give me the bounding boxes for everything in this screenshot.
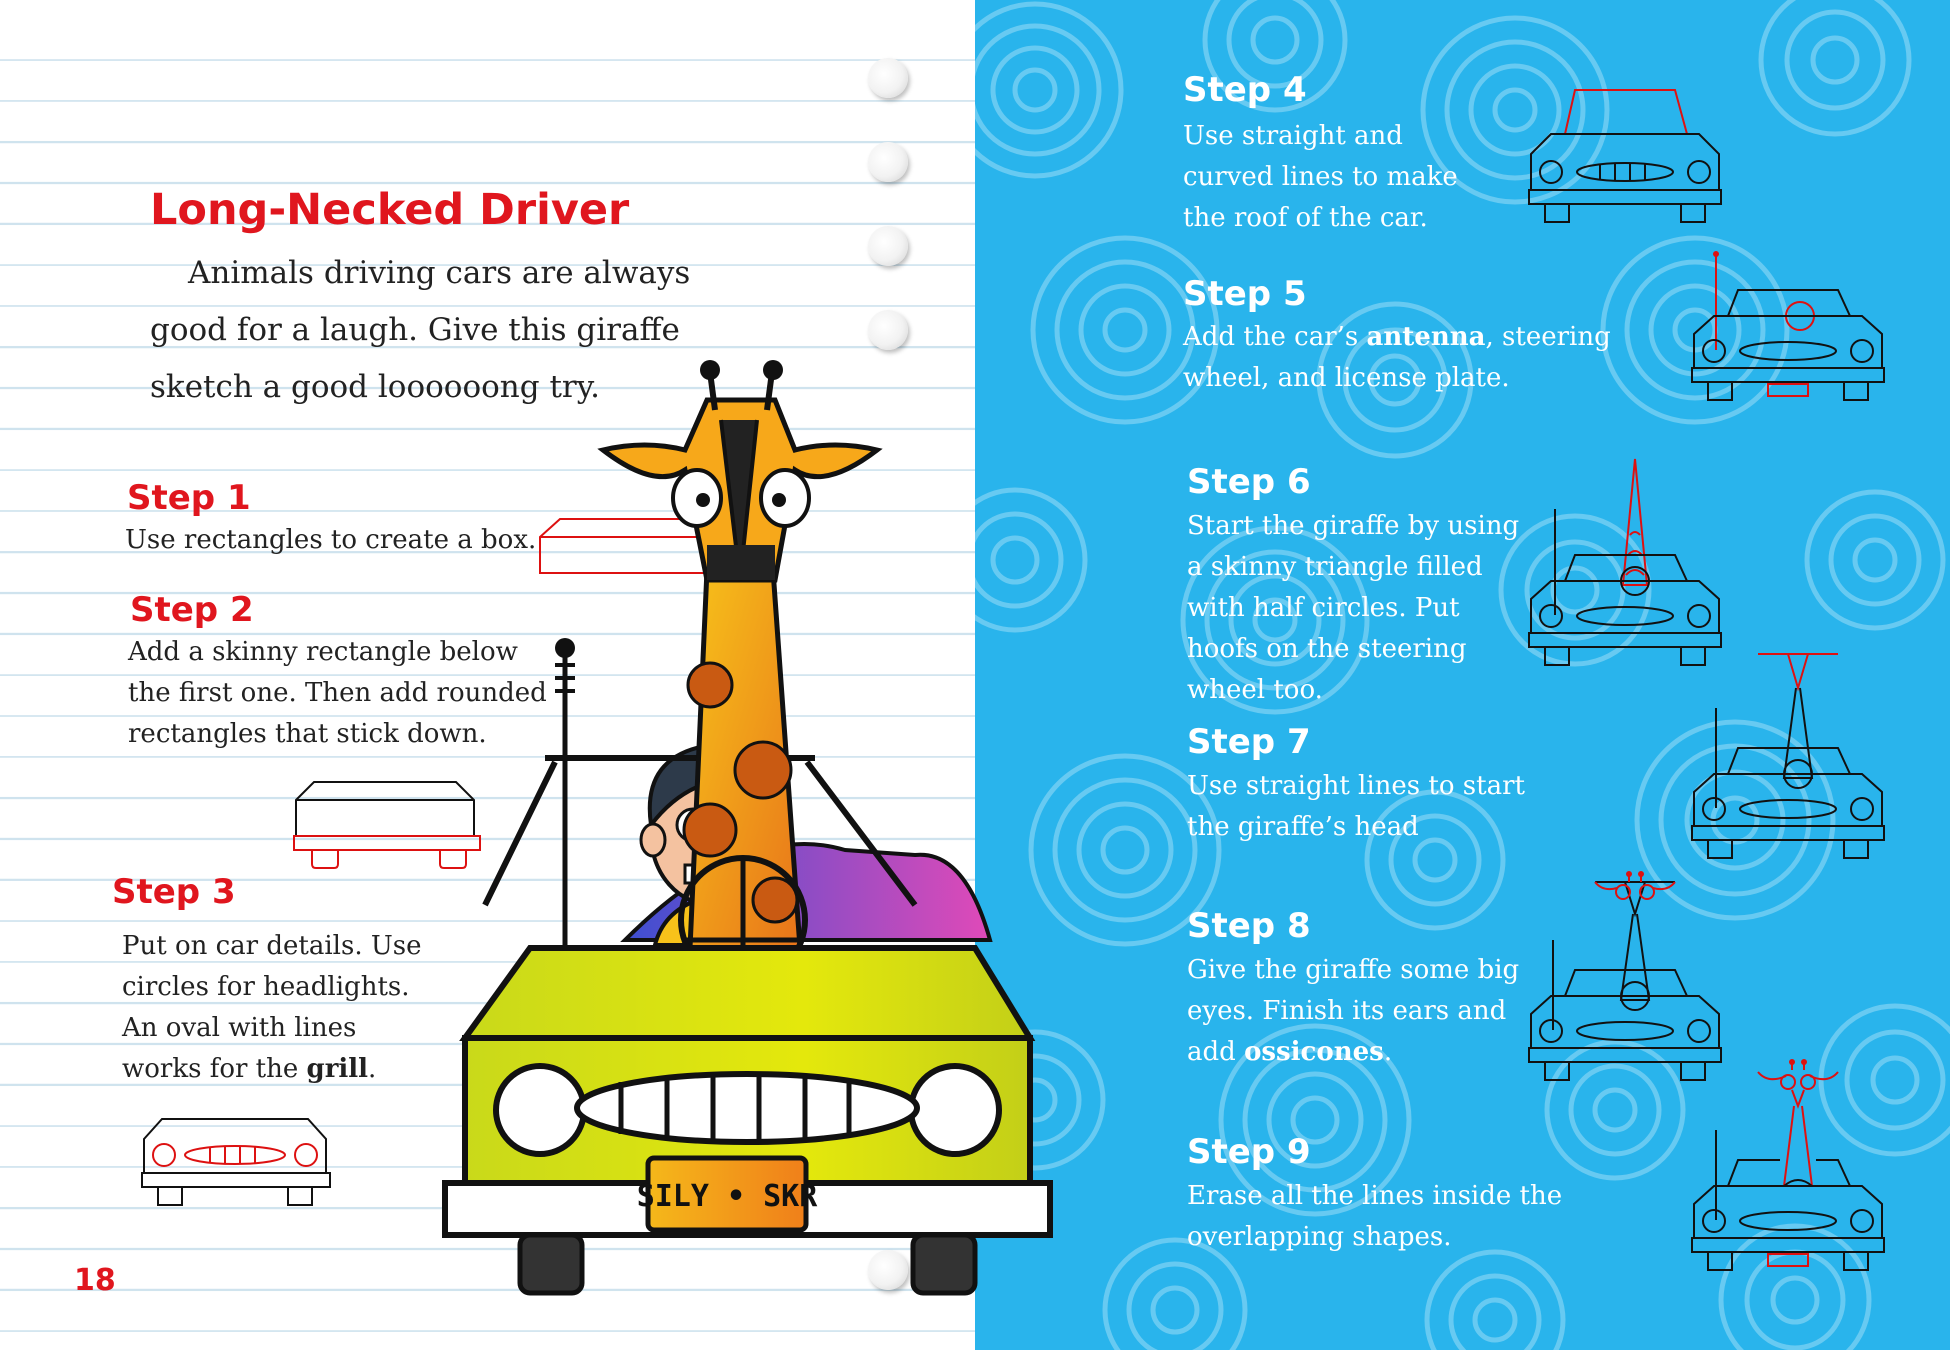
step-6-text xyxy=(1187,506,1537,711)
term-grill: grill xyxy=(306,1054,369,1084)
step-3-sketch xyxy=(140,1115,340,1210)
step-5-text-main: Add the car’s xyxy=(1183,322,1367,352)
step-5-text-end: , steering wheel, and license plate. xyxy=(1183,322,1611,393)
step-4-label: Step 4 xyxy=(1183,70,1307,110)
license-plate-text: SILY • SKR xyxy=(636,1179,818,1214)
step-7-text-main: Use straight lines to start the giraffe’s head xyxy=(1187,771,1525,842)
step-4-text xyxy=(1183,116,1483,239)
step-8-text-end: . xyxy=(1383,1037,1393,1067)
page-number: 18 xyxy=(74,1263,116,1298)
term-antenna: antenna xyxy=(1366,322,1486,352)
step-5-sketch xyxy=(1688,250,1888,420)
step-9-text-main: Erase all the lines inside the overlapping shapes. xyxy=(1187,1181,1563,1252)
headlight-icon xyxy=(911,1066,999,1154)
step-4-text-main: Use straight and curved lines to make the roof of the car. xyxy=(1183,121,1458,233)
page-title: Long-Necked Driver xyxy=(150,185,630,235)
step-9-text xyxy=(1187,1176,1567,1258)
antenna-icon xyxy=(555,638,575,995)
step-7-label: Step 7 xyxy=(1187,722,1311,762)
step-3-text-end: . xyxy=(368,1054,377,1084)
step-3-label: Step 3 xyxy=(112,872,236,912)
term-ossicones: ossicones xyxy=(1244,1037,1384,1067)
step-1-text-main: Use rectangles to create a box. xyxy=(125,525,537,555)
binding-ring xyxy=(868,226,908,266)
step-8-text xyxy=(1187,950,1527,1073)
step-8-text-main: Give the giraffe some big eyes. Finish its ears and add xyxy=(1187,955,1520,1067)
headlight-icon xyxy=(496,1066,584,1154)
step-2-text-main: Add a skinny rectangle below the first one. Then add rounded rectangles that stick down. xyxy=(128,637,547,749)
giraffe-car-illustration xyxy=(445,380,1145,1300)
step-9-label: Step 9 xyxy=(1187,1132,1311,1172)
step-5-text xyxy=(1183,317,1623,399)
binding-ring xyxy=(868,142,908,182)
step-5-label: Step 5 xyxy=(1183,274,1307,314)
step-7-sketch xyxy=(1688,648,1888,883)
step-3-text-main: Put on car details. Use circles for headlights. An oval with lines works for the xyxy=(122,931,422,1084)
grill xyxy=(577,1074,917,1142)
step-6-label: Step 6 xyxy=(1187,462,1311,502)
binding-ring xyxy=(868,310,908,350)
binding-ring xyxy=(868,58,908,98)
step-6-text-main: Start the giraffe by using a skinny triangle filled with half circles. Put hoofs on the steering wheel too. xyxy=(1187,511,1520,705)
intro-paragraph: Animals driving cars are always good for a laugh. Give this giraffe sketch a good loooooong try. xyxy=(150,255,691,405)
step-3-text xyxy=(122,926,422,1090)
step-1-label: Step 1 xyxy=(127,478,251,518)
step-2-label: Step 2 xyxy=(130,590,254,630)
step-9-sketch xyxy=(1688,1060,1888,1295)
step-8-label: Step 8 xyxy=(1187,906,1311,946)
step-4-sketch xyxy=(1525,82,1725,252)
car-body xyxy=(445,948,1050,1293)
step-7-text xyxy=(1187,766,1527,848)
